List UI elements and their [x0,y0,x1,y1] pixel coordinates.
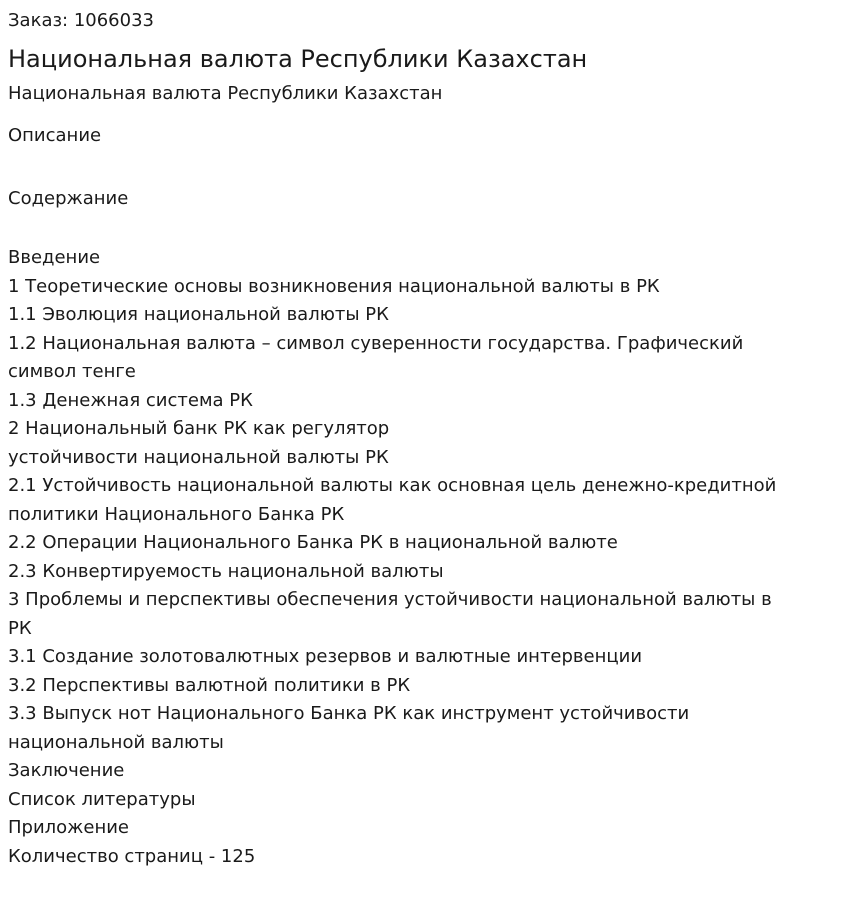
toc-line: 3 Проблемы и перспективы обеспечения устойчивости национальной валюты в [8,589,772,610]
toc-line: 3.1 Создание золотовалютных резервов и валютные интервенции [8,646,643,667]
toc-line: 3.2 Перспективы валютной политики в РК [8,674,411,696]
page-count: Количество страниц - 125 [8,845,256,867]
toc-line: устойчивости национальной валюты РК [8,446,389,468]
toc-line: 3.3 Выпуск нот Национального Банка РК как инструмент устойчивости [8,703,690,724]
toc-line: Список литературы [8,788,196,810]
description-heading: Описание [8,125,102,146]
toc-line: 1.1 Эволюция национальной валюты РК [8,304,389,325]
page-subtitle: Национальная валюта Республики Казахстан [8,83,443,104]
toc-line: 2 Национальный банк РК как регулятор [8,418,390,439]
toc-line: 1.2 Национальная валюта – символ суверенности государства. Графический [8,332,744,354]
toc-line: 1 Теоретические основы возникновения национальной валюты в РК [8,275,660,297]
toc-line: национальной валюты [8,731,224,753]
page-title: Национальная валюта Республики Казахстан [8,45,588,73]
toc-line: Приложение [8,817,130,838]
toc-line: РК [8,617,32,639]
order-number: Заказ: 1066033 [8,10,154,31]
toc-line: 2.1 Устойчивость национальной валюты как основная цель денежно-кредитной [8,475,777,496]
toc-line: Введение [8,247,101,268]
toc-line: политики Национального Банка РК [8,503,345,525]
toc-line: 2.2 Операции Национального Банка РК в национальной валюте [8,532,618,553]
table-of-contents [8,244,839,871]
toc-line: символ тенге [8,361,136,382]
toc-line: 2.3 Конвертируемость национальной валюты [8,560,444,582]
contents-heading: Содержание [8,188,129,209]
toc-line: 1.3 Денежная система РК [8,389,253,411]
toc-line: Заключение [8,760,125,781]
